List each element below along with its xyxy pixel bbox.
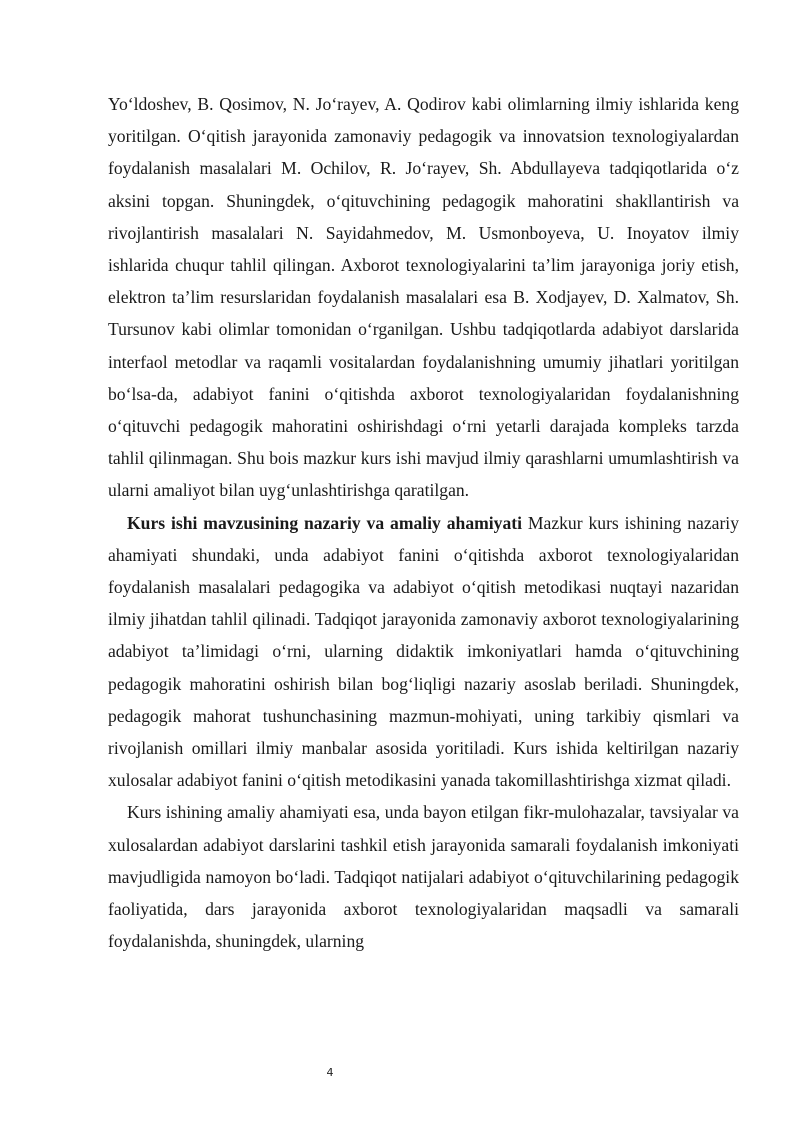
- paragraph-practical: [108, 796, 739, 957]
- paragraph-text: Kurs ishining amaliy ahamiyati esa, unda bayon etilgan fikr-mulohazalar, tavsiyalar va xulosalardan adabiyot darslarini tashkil etish jarayonida samarali foydalanish imkoniyati mavjudligida namoyon bo‘ladi. Tadqiqot natijalari adabiyot o‘qituvchilarining pedagogik faoliyatida, dars jarayonida axborot texnologiyalaridan maqsadli va samarali foydalanishda, shuningdek, ularning: [108, 802, 739, 952]
- body-text: [108, 88, 739, 957]
- section-heading-inline: Kurs ishi mavzusining nazariy va amaliy ahamiyati: [127, 512, 522, 533]
- paragraph-text: Yo‘ldoshev, B. Qosimov, N. Jo‘rayev, A. Qodirov kabi olimlarning ilmiy ishlarida keng yoritilgan. O‘qitish jarayonida zamonaviy pedagogik va innovatsion texnologiyalardan foydalanish masalalari M. Ochilov, R. Jo‘rayev, Sh. Abdullayeva tadqiqotlarida o‘z aksini topgan. Shuningdek, o‘qituvchining pedagogik mahoratini shakllantirish va rivojlantirish masalalari N. Sayidahmedov, M. Usmonboyeva, U. Inoyatov ilmiy ishlarida chuqur tahlil qilingan. Axborot texnologiyalarini ta’lim jarayoniga joriy etish, elektron ta’lim resurslaridan foydalanish masalalari esa B. Xodjayev, D. Xalmatov, Sh. Tursunov kabi olimlar tomonidan o‘rganilgan. Ushbu tadqiqotlarda adabiyot darslarida interfaol metodlar va raqamli vositalardan foydalanishning umumiy jihatlari yoritilgan bo‘lsa-da, adabiyot fanini o‘qitishda axborot texnologiyalaridan foydalanishning o‘qituvchi pedagogik mahoratini oshirishdagi o‘rni yetarli darajada kompleks tarzda tahlil qilinmagan. Shu bois mazkur kurs ishi mavjud ilmiy qarashlarni umumlashtirish va ularni amaliyot bilan uyg‘unlashtirishga qaratilgan.: [108, 94, 739, 501]
- page-number: 4: [326, 1066, 334, 1079]
- paragraph-continuation: [108, 88, 739, 507]
- paragraph-text: Mazkur kurs ishining nazariy ahamiyati shundaki, unda adabiyot fanini o‘qitishda axborot texnologiyalaridan foydalanish masalalari pedagogika va adabiyot o‘qitish metodikasi nuqtayi nazaridan ilmiy jihatdan tahlil qilinadi. Tadqiqot jarayonida zamonaviy axborot texnologiyalarining adabiyot ta’limidagi o‘rni, ularning didaktik imkoniyatlari hamda o‘qituvchining pedagogik mahoratini oshirish bilan bog‘liqligi nazariy asoslab beriladi. Shuningdek, pedagogik mahorat tushunchasining mazmun-mohiyati, uning tarkibiy qismlari va rivojlanish omillari ilmiy manbalar asosida yoritiladi. Kurs ishida keltirilgan nazariy xulosalar adabiyot fanini o‘qitish metodikasini yanada takomillashtirishga xizmat qiladi.: [108, 512, 739, 791]
- paragraph-significance: [108, 507, 739, 797]
